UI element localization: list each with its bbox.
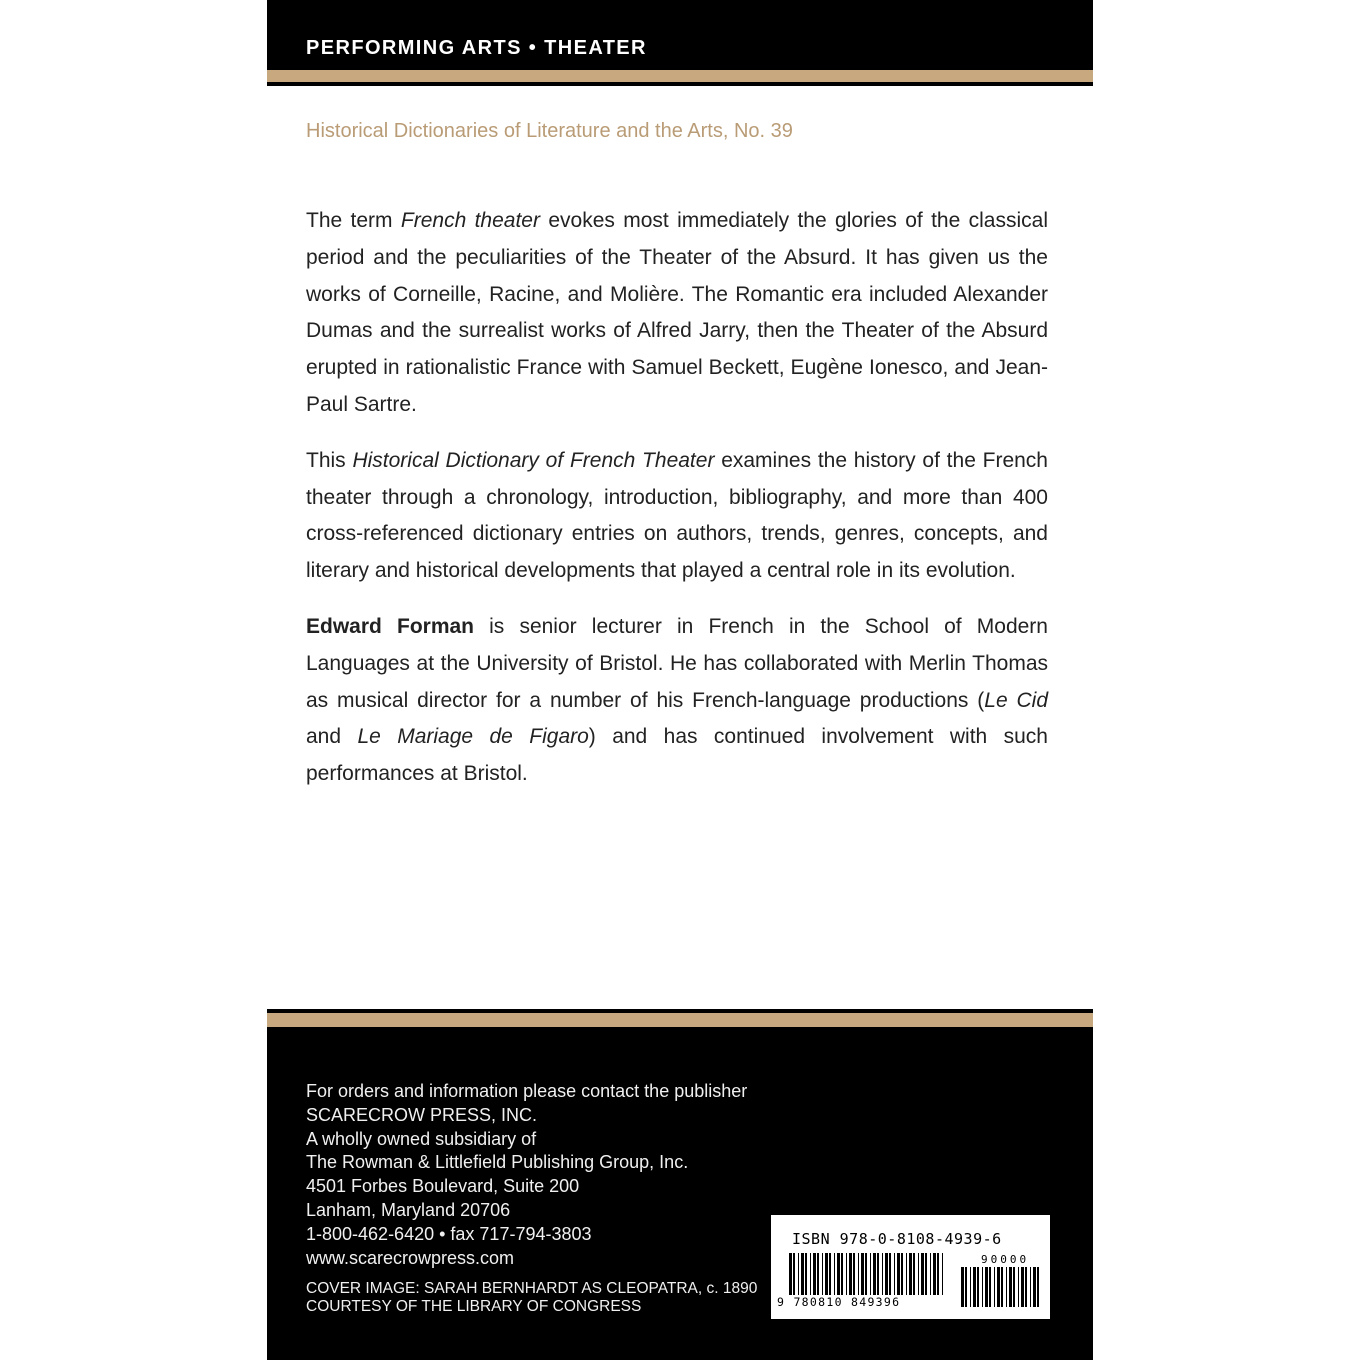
- barcode-bar: [798, 1253, 799, 1295]
- text-run: French theater: [400, 209, 540, 232]
- barcode-bar: [870, 1253, 871, 1295]
- barcode-bar: [989, 1267, 991, 1307]
- book-back-cover: [267, 0, 1093, 1360]
- barcode-bar: [1018, 1267, 1019, 1307]
- barcode-bar: [817, 1253, 819, 1295]
- barcode-bar: [921, 1253, 924, 1295]
- barcode-bar: [982, 1267, 983, 1307]
- barcode-bar: [789, 1253, 792, 1295]
- barcode-bar: [985, 1267, 988, 1307]
- barcode-bar: [837, 1253, 840, 1295]
- publisher-address: 4501 Forbes Boulevard, Suite 200: [306, 1176, 580, 1197]
- barcode-bar: [805, 1253, 807, 1295]
- publisher-city: Lanham, Maryland 20706: [306, 1199, 511, 1220]
- barcode-bar: [1021, 1267, 1024, 1307]
- barcode-bar: [853, 1253, 855, 1295]
- barcode-bar: [801, 1253, 804, 1295]
- author-bio-paragraph: [306, 609, 1048, 793]
- barcode-bar: [877, 1253, 879, 1295]
- barcode-bar: [894, 1253, 895, 1295]
- barcode-bar: [829, 1253, 831, 1295]
- barcode-bar: [1009, 1267, 1012, 1307]
- barcode-bar: [813, 1253, 816, 1295]
- contact-line: For orders and information please contact the publisher: [306, 1081, 748, 1101]
- publisher-website: www.scarecrowpress.com: [306, 1247, 515, 1268]
- barcode-bar: [918, 1253, 919, 1295]
- barcode-bar: [909, 1253, 912, 1295]
- barcode-bar: [846, 1253, 847, 1295]
- barcode-bar: [973, 1267, 976, 1307]
- barcode-bar: [793, 1253, 795, 1295]
- category-label: PERFORMING ARTS • THEATER: [306, 37, 647, 59]
- barcode-bar: [889, 1253, 891, 1295]
- barcode-bar: [810, 1253, 811, 1295]
- barcode-bar: [1025, 1267, 1027, 1307]
- top-divider-line: [267, 82, 1093, 86]
- barcode-bar: [933, 1253, 936, 1295]
- barcode-bar: [1037, 1267, 1039, 1307]
- text-run: evokes most immediately the glories of the classical period and the peculiarities of the Theater of the Absurd. It has given us the works of Corneille, Racine, and Molière. The Romantic era included Alexander Dumas and the surrealist works of Alfred Jarry, then the Theater of the Absurd erupted in rationalistic France with Samuel Beckett, Eugène Ionesco, and Jean-Paul Sartre.: [306, 209, 1048, 416]
- description-paragraph-1: [306, 203, 1048, 424]
- barcode-bar: [925, 1253, 927, 1295]
- barcode-bar: [961, 1267, 964, 1307]
- barcode-panel: [771, 1215, 1050, 1319]
- barcode-bar: [1033, 1267, 1036, 1307]
- barcode-bar: [942, 1253, 943, 1295]
- barcode-bar: [937, 1253, 939, 1295]
- barcode-bar: [834, 1253, 835, 1295]
- series-title: Historical Dictionaries of Literature and the Arts, No. 39: [306, 120, 793, 142]
- barcode-bar: [970, 1267, 971, 1307]
- contact-line: A wholly owned subsidiary of: [306, 1128, 537, 1149]
- contact-line: The Rowman & Littlefield Publishing Group, Inc.: [306, 1152, 689, 1173]
- publisher-contact: [306, 1080, 747, 1270]
- barcode-bar: [882, 1253, 883, 1295]
- text-run: is senior lecturer in French in the School of Modern Languages at the University of Bristol. He has collaborated with Merlin Thomas as musical director for a number of his French-language productions (: [306, 614, 1048, 712]
- barcode-bar: [1006, 1267, 1007, 1307]
- top-banner: [267, 0, 1093, 70]
- barcode-bar: [906, 1253, 907, 1295]
- cover-image-credit: [306, 1280, 757, 1316]
- price-code-digits: 90000: [981, 1253, 1030, 1266]
- barcode-bar: [1001, 1267, 1003, 1307]
- barcode-bar: [849, 1253, 852, 1295]
- barcode-bar: [997, 1267, 1000, 1307]
- credit-line: COVER IMAGE: SARAH BERNHARDT AS CLEOPATRA, c. 1890: [306, 1280, 758, 1297]
- text-run: Le Cid: [984, 688, 1049, 712]
- publisher-phone: 1-800-462-6420 • fax 717-794-3803: [306, 1223, 592, 1244]
- barcode-bar: [858, 1253, 859, 1295]
- text-run: Le Mariage de Figaro: [357, 725, 589, 749]
- book-description: [306, 203, 1048, 812]
- text-run: Historical Dictionary of French Theater: [352, 448, 715, 472]
- description-paragraph-2: [306, 443, 1048, 590]
- barcode-bar: [994, 1267, 995, 1307]
- barcode-bar: [1030, 1267, 1031, 1307]
- text-run: and: [306, 725, 358, 749]
- barcode-bar: [873, 1253, 876, 1295]
- barcode-bar: [1013, 1267, 1015, 1307]
- text-run: Edward Forman: [306, 614, 474, 638]
- text-run: This: [306, 448, 353, 472]
- barcode-bar: [965, 1267, 967, 1307]
- barcode-bar: [865, 1253, 867, 1295]
- bottom-accent-stripe: [267, 1013, 1093, 1027]
- publisher-name: SCARECROW PRESS, INC.: [306, 1104, 538, 1125]
- barcode-bar: [913, 1253, 915, 1295]
- isbn-number: ISBN 978-0-8108-4939-6: [792, 1230, 1002, 1248]
- barcode-bar: [901, 1253, 903, 1295]
- text-run: ) and has continued involvement with such performances at Bristol.: [306, 725, 1048, 786]
- top-accent-stripe: [267, 70, 1093, 82]
- barcode-bar: [861, 1253, 864, 1295]
- credit-line: COURTESY OF THE LIBRARY OF CONGRESS: [306, 1298, 642, 1315]
- barcode-bar: [825, 1253, 828, 1295]
- barcode-bar: [822, 1253, 823, 1295]
- barcode-bar: [885, 1253, 888, 1295]
- barcode-bar: [841, 1253, 843, 1295]
- barcode-bar: [897, 1253, 900, 1295]
- barcode-bar: [930, 1253, 931, 1295]
- text-run: examines the history of the French theater through a chronology, introduction, bibliography, and more than 400 cross-referenced dictionary entries on authors, trends, genres, concepts, and literary and historical developments that played a central role in its evolution.: [306, 448, 1048, 583]
- text-run: The term: [306, 209, 401, 232]
- ean-digits: 9 780810 849396: [777, 1295, 901, 1309]
- barcode-bar: [977, 1267, 979, 1307]
